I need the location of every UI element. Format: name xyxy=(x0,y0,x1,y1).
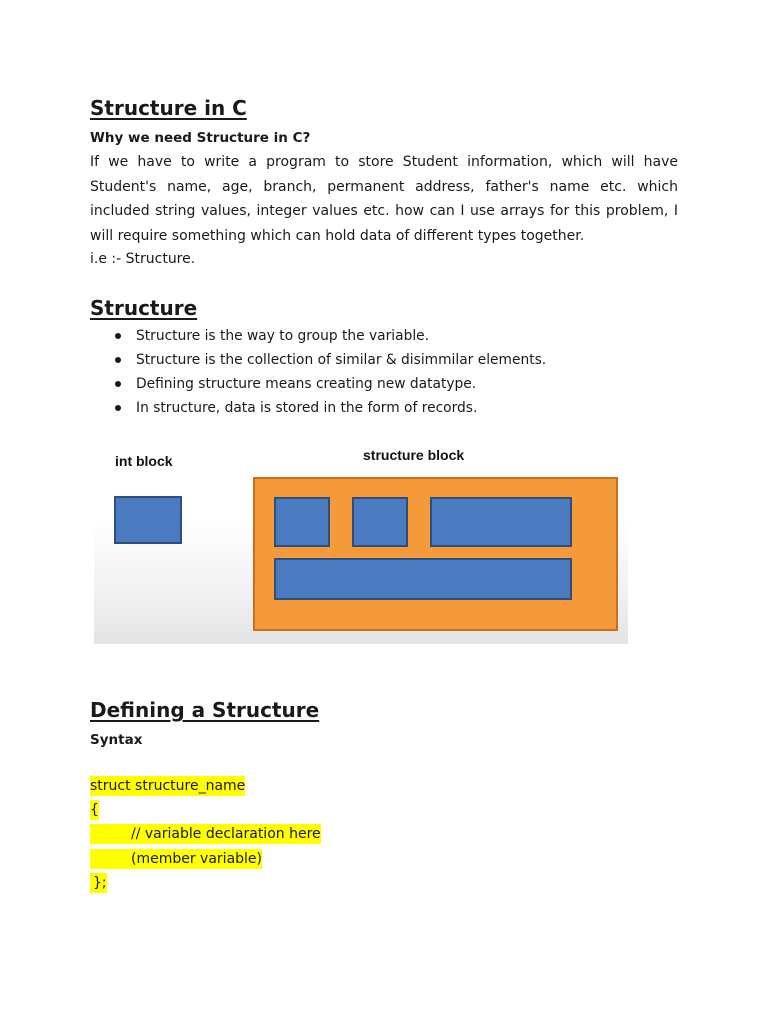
code-line: }; xyxy=(90,873,107,893)
list-item xyxy=(112,349,546,373)
code-line: { xyxy=(90,802,99,818)
bullet-text: Structure is the collection of similar & disimmilar elements. xyxy=(136,352,547,368)
member-cell xyxy=(430,497,572,547)
bullet-icon xyxy=(115,381,121,387)
defining-structure-heading: Defining a Structure xyxy=(90,698,320,722)
code-line: (member variable) xyxy=(90,849,262,869)
list-item xyxy=(112,397,546,421)
bullet-text: In structure, data is stored in the form of records. xyxy=(136,400,478,416)
bullet-text: Structure is the way to group the variable. xyxy=(136,328,430,344)
bullet-icon xyxy=(115,357,121,363)
structure-block xyxy=(253,477,618,631)
bullet-icon xyxy=(115,405,121,411)
member-cell xyxy=(274,497,330,547)
structure-diagram xyxy=(94,442,628,644)
bullet-text: Defining structure means creating new datatype. xyxy=(136,376,477,392)
member-cell xyxy=(352,497,408,547)
bullet-icon xyxy=(115,333,121,339)
ie-line: i.e :- Structure. xyxy=(90,251,196,267)
int-block xyxy=(114,496,182,544)
structure-block-label: structure block xyxy=(363,447,465,463)
page-title: Structure in C xyxy=(90,96,247,120)
int-block-label: int block xyxy=(115,453,173,469)
list-item xyxy=(112,373,546,397)
structure-heading: Structure xyxy=(90,296,198,320)
member-cell-wide xyxy=(274,558,572,600)
section-question-heading: Why we need Structure in C? xyxy=(90,130,311,146)
structure-bullet-list xyxy=(112,325,546,421)
code-line: struct structure_name xyxy=(90,778,246,794)
code-line: // variable declaration here xyxy=(90,824,321,844)
intro-paragraph: If we have to write a program to store Student information, which will have Student's name, age, branch, permanent address, father's name etc. which included string values, integer values etc. how can I use arrays for this problem, I will require something which can hold data of different types together. xyxy=(90,154,678,244)
syntax-heading: Syntax xyxy=(90,732,143,748)
list-item xyxy=(112,325,546,349)
